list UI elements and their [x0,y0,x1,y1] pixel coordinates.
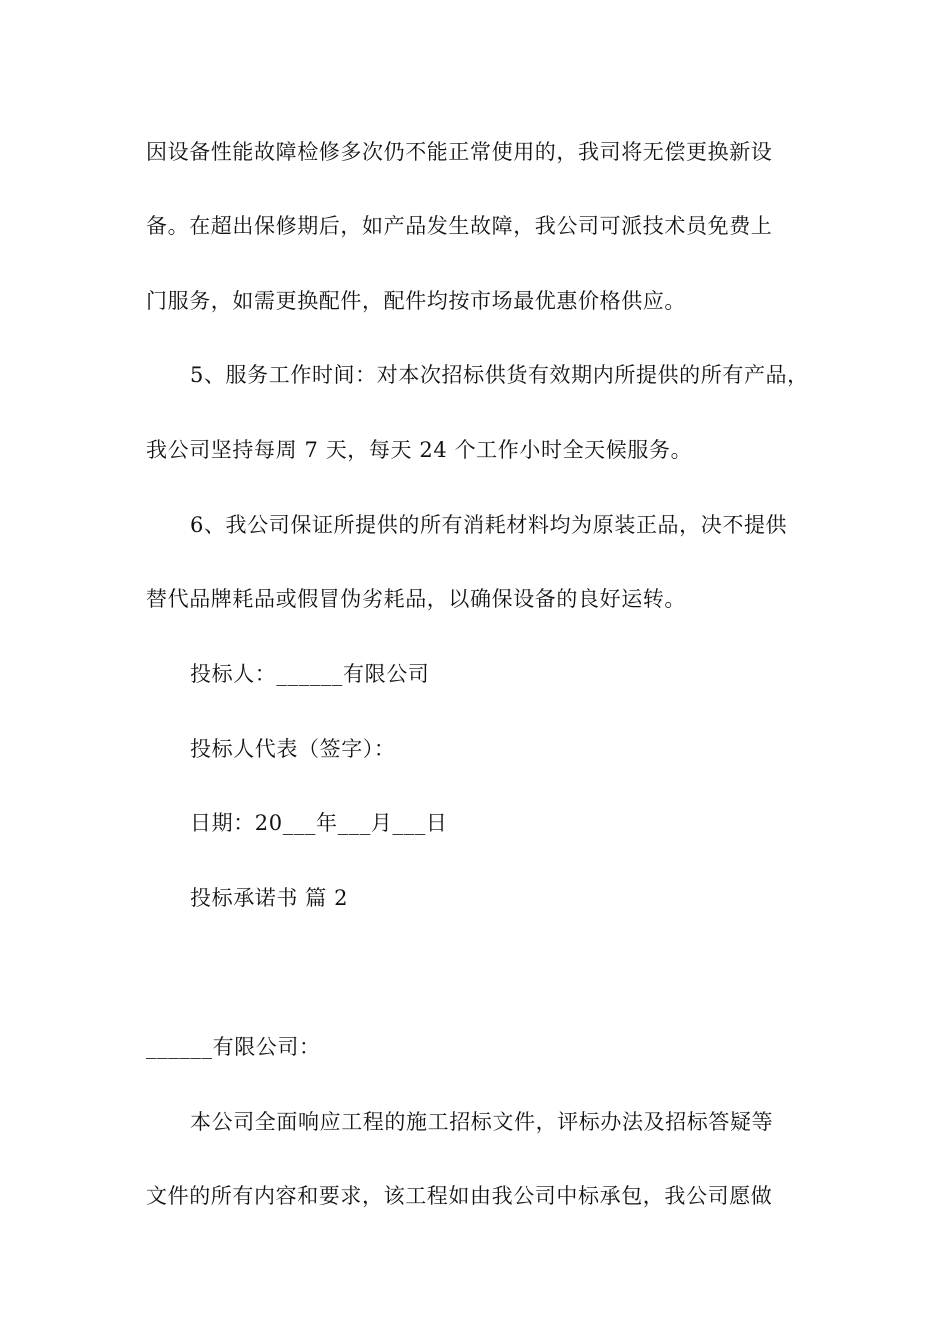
paragraph-line: 6、我公司保证所提供的所有消耗材料均为原装正品，决不提供 [190,513,788,537]
paragraph-line: 替代品牌耗品或假冒伪劣耗品，以确保设备的良好运转。 [146,587,686,611]
paragraph-line: 我公司坚持每周 7 天，每天 24 个工作小时全天候服务。 [146,438,693,462]
bidder-line: 投标人：______有限公司 [190,662,430,686]
paragraph-line: 5、服务工作时间：对本次招标供货有效期内所提供的所有产品， [190,363,809,387]
paragraph-line: 文件的所有内容和要求，该工程如由我公司中标承包，我公司愿做 [146,1184,773,1208]
date-line: 日期：20___年___月___日 [190,811,448,835]
salutation-line: ______有限公司： [146,1035,321,1059]
bidder-representative-line: 投标人代表（签字）： [190,737,396,761]
paragraph-line: 门服务，如需更换配件，配件均按市场最优惠价格供应。 [146,289,686,313]
section-heading: 投标承诺书 篇 2 [190,886,349,910]
paragraph-line: 因设备性能故障检修多次仍不能正常使用的，我司将无偿更换新设 [146,140,773,164]
paragraph-line: 备。在超出保修期后，如产品发生故障，我公司可派技术员免费上 [146,214,773,238]
paragraph-line: 本公司全面响应工程的施工招标文件，评标办法及招标答疑等 [190,1110,774,1134]
